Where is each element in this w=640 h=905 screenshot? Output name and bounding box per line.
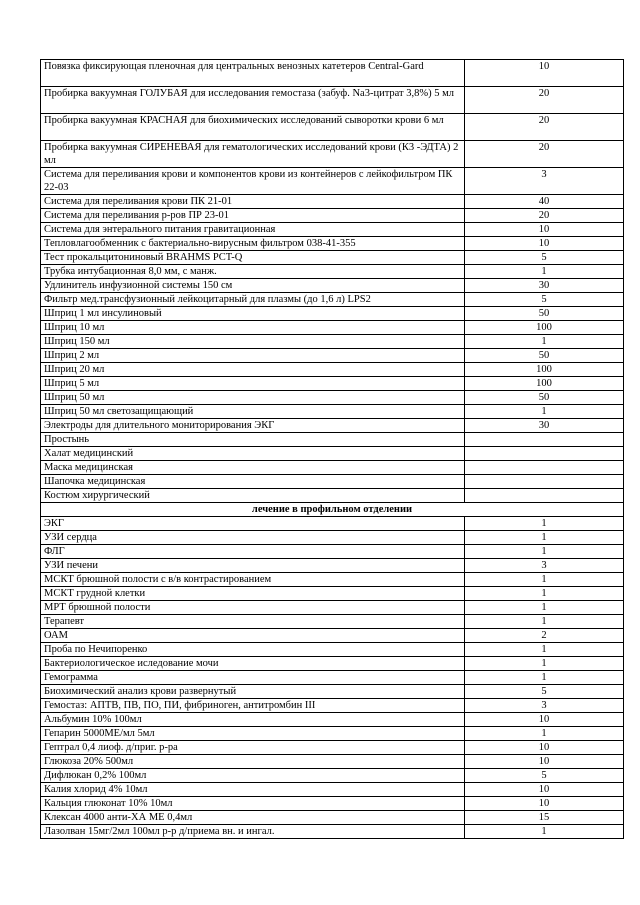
quantity-cell: 1	[465, 545, 624, 559]
item-name-cell: Лазолван 15мг/2мл 100мл р-р д/приема вн. и ингал.	[41, 825, 465, 839]
table-row	[41, 517, 624, 531]
item-name-cell: Клексан 4000 анти-ХА МЕ 0,4мл	[41, 811, 465, 825]
table-row	[41, 195, 624, 209]
item-name-cell: Глюкоза 20% 500мл	[41, 755, 465, 769]
quantity-cell: 30	[465, 419, 624, 433]
quantity-cell: 3	[465, 168, 624, 195]
item-name-cell: Костюм хирургический	[41, 489, 465, 503]
item-name-cell: ФЛГ	[41, 545, 465, 559]
quantity-cell: 1	[465, 517, 624, 531]
quantity-cell: 10	[465, 713, 624, 727]
quantity-cell: 40	[465, 195, 624, 209]
item-name-cell: Пробирка вакуумная ГОЛУБАЯ для исследования гемостаза (забуф. Na3-цитрат 3,8%) 5 мл	[41, 87, 465, 114]
item-name-cell: Альбумин 10% 100мл	[41, 713, 465, 727]
item-name-cell: Система для переливания крови и компонентов крови из контейнеров с лейкофильтром ПК 22-03	[41, 168, 465, 195]
quantity-cell: 1	[465, 573, 624, 587]
table-row	[41, 615, 624, 629]
quantity-cell	[465, 475, 624, 489]
table-row	[41, 531, 624, 545]
item-name-cell: МСКТ брюшной полости с в/в контрастированием	[41, 573, 465, 587]
table-row	[41, 168, 624, 195]
item-name-cell: Калия хлорид 4% 10мл	[41, 783, 465, 797]
table-row	[41, 671, 624, 685]
item-name-cell: Система для энтерального питания гравитационная	[41, 223, 465, 237]
item-name-cell: Гемостаз: АПТВ, ПВ, ПО, ПИ, фибриноген, антитромбин III	[41, 699, 465, 713]
supplies-table	[40, 59, 624, 839]
table-row	[41, 87, 624, 114]
table-row	[41, 363, 624, 377]
quantity-cell: 100	[465, 363, 624, 377]
quantity-cell: 20	[465, 87, 624, 114]
table-row	[41, 447, 624, 461]
item-name-cell: УЗИ сердца	[41, 531, 465, 545]
item-name-cell: Пробирка вакуумная СИРЕНЕВАЯ для гематологических исследований крови (К3 -ЭДТА) 2 мл	[41, 141, 465, 168]
table-row	[41, 433, 624, 447]
table-row	[41, 713, 624, 727]
table-row	[41, 141, 624, 168]
table-row	[41, 699, 624, 713]
item-name-cell: Гемограмма	[41, 671, 465, 685]
quantity-cell: 1	[465, 587, 624, 601]
table-row	[41, 335, 624, 349]
quantity-cell: 3	[465, 559, 624, 573]
item-name-cell: Шприц 50 мл светозащищающий	[41, 405, 465, 419]
item-name-cell: УЗИ печени	[41, 559, 465, 573]
quantity-cell: 5	[465, 685, 624, 699]
item-name-cell: Шприц 1 мл инсулиновый	[41, 307, 465, 321]
quantity-cell: 1	[465, 615, 624, 629]
table-row	[41, 685, 624, 699]
quantity-cell: 1	[465, 825, 624, 839]
item-name-cell: ЭКГ	[41, 517, 465, 531]
table-row	[41, 601, 624, 615]
item-name-cell: Терапевт	[41, 615, 465, 629]
table-row	[41, 114, 624, 141]
table-body-section-header	[41, 503, 624, 517]
item-name-cell: Шприц 10 мл	[41, 321, 465, 335]
table-row	[41, 405, 624, 419]
quantity-cell	[465, 489, 624, 503]
quantity-cell: 10	[465, 797, 624, 811]
table-row	[41, 783, 624, 797]
item-name-cell: Простынь	[41, 433, 465, 447]
item-name-cell: Биохимический анализ крови развернутый	[41, 685, 465, 699]
item-name-cell: Тепловлагообменник с бактериально-вирусным фильтром 038-41-355	[41, 237, 465, 251]
quantity-cell: 2	[465, 629, 624, 643]
table-body-treatment	[41, 517, 624, 839]
quantity-cell: 5	[465, 251, 624, 265]
table-row	[41, 237, 624, 251]
item-name-cell: МСКТ грудной клетки	[41, 587, 465, 601]
table-row	[41, 461, 624, 475]
table-row	[41, 321, 624, 335]
item-name-cell: Бактериологическое иследование мочи	[41, 657, 465, 671]
table-row	[41, 797, 624, 811]
table-row	[41, 545, 624, 559]
item-name-cell: Удлинитель инфузионной системы 150 см	[41, 279, 465, 293]
table-row	[41, 643, 624, 657]
table-row	[41, 307, 624, 321]
quantity-cell: 100	[465, 377, 624, 391]
item-name-cell: Шприц 150 мл	[41, 335, 465, 349]
quantity-cell	[465, 433, 624, 447]
item-name-cell: Маска медицинская	[41, 461, 465, 475]
table-row	[41, 209, 624, 223]
quantity-cell: 20	[465, 209, 624, 223]
quantity-cell: 5	[465, 769, 624, 783]
item-name-cell: Шприц 5 мл	[41, 377, 465, 391]
table-row	[41, 825, 624, 839]
item-name-cell: Трубка интубационная 8,0 мм, с манж.	[41, 265, 465, 279]
item-name-cell: Гепарин 5000МЕ/мл 5мл	[41, 727, 465, 741]
quantity-cell: 20	[465, 141, 624, 168]
quantity-cell	[465, 447, 624, 461]
table-row	[41, 727, 624, 741]
quantity-cell: 1	[465, 405, 624, 419]
item-name-cell: Шприц 20 мл	[41, 363, 465, 377]
quantity-cell: 10	[465, 237, 624, 251]
table-row	[41, 573, 624, 587]
table-row	[41, 293, 624, 307]
item-name-cell: Дифлюкан 0,2% 100мл	[41, 769, 465, 783]
document-page	[40, 59, 623, 839]
quantity-cell: 1	[465, 657, 624, 671]
quantity-cell: 15	[465, 811, 624, 825]
table-row	[41, 279, 624, 293]
quantity-cell: 50	[465, 307, 624, 321]
table-row	[41, 489, 624, 503]
quantity-cell: 5	[465, 293, 624, 307]
table-row	[41, 587, 624, 601]
quantity-cell: 100	[465, 321, 624, 335]
table-row	[41, 223, 624, 237]
item-name-cell: Халат медицинский	[41, 447, 465, 461]
item-name-cell: Кальция глюконат 10% 10мл	[41, 797, 465, 811]
table-row	[41, 657, 624, 671]
table-row	[41, 559, 624, 573]
quantity-cell: 30	[465, 279, 624, 293]
table-row	[41, 391, 624, 405]
section-header-row	[41, 503, 624, 517]
item-name-cell: Пробирка вакуумная КРАСНАЯ для биохимических исследований сыворотки крови 6 мл	[41, 114, 465, 141]
table-row	[41, 769, 624, 783]
item-name-cell: Тест прокальцитониновый BRAHMS PCT-Q	[41, 251, 465, 265]
item-name-cell: Система для переливания р-ров ПР 23-01	[41, 209, 465, 223]
table-row	[41, 811, 624, 825]
table-row	[41, 377, 624, 391]
item-name-cell: Проба по Нечипоренко	[41, 643, 465, 657]
table-row	[41, 265, 624, 279]
table-row	[41, 755, 624, 769]
section-title: лечение в профильном отделении	[41, 503, 624, 517]
quantity-cell: 1	[465, 671, 624, 685]
table-row	[41, 475, 624, 489]
quantity-cell: 10	[465, 755, 624, 769]
item-name-cell: Шапочка медицинская	[41, 475, 465, 489]
table-row	[41, 349, 624, 363]
item-name-cell: МРТ брюшной полости	[41, 601, 465, 615]
item-name-cell: ОАМ	[41, 629, 465, 643]
quantity-cell: 50	[465, 349, 624, 363]
item-name-cell: Повязка фиксирующая пленочная для центральных венозных катетеров Central-Gard	[41, 60, 465, 87]
quantity-cell: 1	[465, 265, 624, 279]
quantity-cell: 10	[465, 223, 624, 237]
item-name-cell: Система для переливания крови ПК 21-01	[41, 195, 465, 209]
table-row	[41, 60, 624, 87]
item-name-cell: Электроды для длительного мониторирования ЭКГ	[41, 419, 465, 433]
item-name-cell: Шприц 50 мл	[41, 391, 465, 405]
quantity-cell: 1	[465, 727, 624, 741]
quantity-cell: 1	[465, 335, 624, 349]
quantity-cell	[465, 461, 624, 475]
quantity-cell: 1	[465, 643, 624, 657]
quantity-cell: 50	[465, 391, 624, 405]
item-name-cell: Гептрал 0,4 лиоф. д/приг. р-ра	[41, 741, 465, 755]
item-name-cell: Шприц 2 мл	[41, 349, 465, 363]
quantity-cell: 3	[465, 699, 624, 713]
quantity-cell: 1	[465, 531, 624, 545]
table-body-supplies	[41, 60, 624, 503]
item-name-cell: Фильтр мед.трансфузионный лейкоцитарный для плазмы (до 1,6 л) LPS2	[41, 293, 465, 307]
table-row	[41, 419, 624, 433]
quantity-cell: 10	[465, 783, 624, 797]
table-row	[41, 251, 624, 265]
quantity-cell: 10	[465, 60, 624, 87]
quantity-cell: 20	[465, 114, 624, 141]
table-row	[41, 741, 624, 755]
quantity-cell: 1	[465, 601, 624, 615]
quantity-cell: 10	[465, 741, 624, 755]
table-row	[41, 629, 624, 643]
